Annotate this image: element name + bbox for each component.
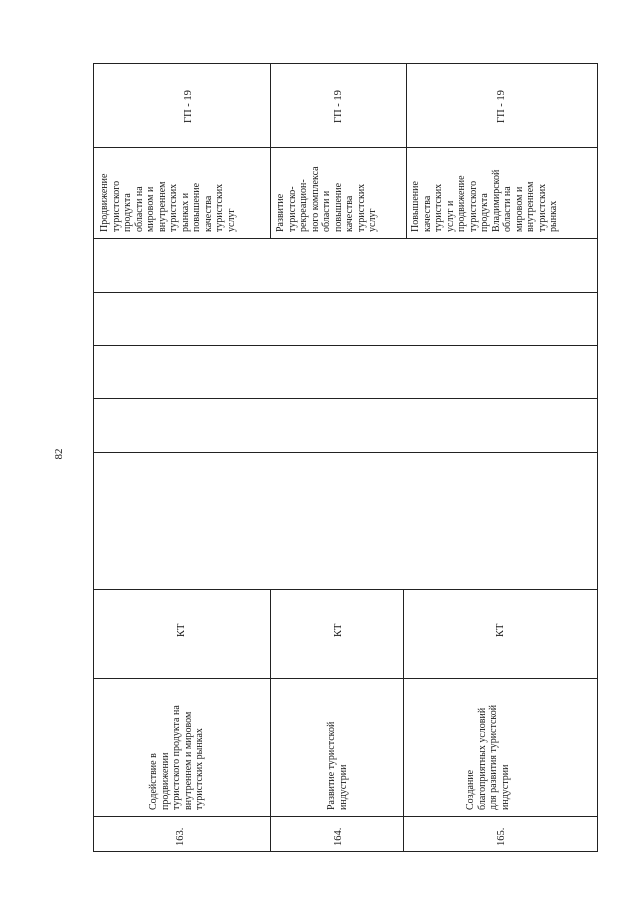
- table-column-divider: [270, 589, 271, 852]
- name-line: Развитие туристской: [326, 721, 337, 810]
- goal-line: ного комплекса: [309, 166, 321, 232]
- goal-line: Продвижение: [99, 173, 110, 232]
- goal-line: мировом и: [513, 186, 525, 232]
- goal-line: рынках: [548, 200, 559, 232]
- table-row-divider: [93, 238, 598, 239]
- table-column-divider: [406, 63, 407, 239]
- row-165-code: ГП - 19: [496, 90, 507, 123]
- row-165-goal: [410, 170, 560, 232]
- name-line: индустрии: [499, 764, 511, 810]
- table-row-divider: [93, 292, 598, 293]
- goal-line: рынках и: [179, 192, 191, 232]
- goal-line: области на: [133, 186, 145, 232]
- row-164-name: [326, 722, 349, 810]
- row-163-type: КТ: [176, 623, 187, 637]
- goal-line: мировом и: [145, 186, 156, 232]
- page-number: 82: [53, 448, 65, 460]
- table-row-divider: [93, 678, 598, 679]
- goal-line: продукта: [479, 193, 490, 232]
- table-row-divider: [93, 147, 598, 148]
- name-line: туристского продукта на: [171, 705, 182, 810]
- goal-line: повышение: [332, 182, 344, 232]
- name-line: индустрии: [337, 764, 349, 810]
- goal-line: рекреацион-: [298, 179, 309, 232]
- goal-line: туристских: [536, 183, 548, 232]
- goal-line: качества: [344, 195, 355, 232]
- goal-line: услуг и: [444, 200, 456, 232]
- goal-line: туристских: [433, 183, 444, 232]
- name-line: для развития туристской: [488, 704, 499, 810]
- goal-line: туристских: [168, 183, 179, 232]
- row-163-goal: [99, 174, 237, 232]
- goal-line: туристско-: [286, 186, 298, 232]
- row-163-name: [148, 705, 206, 810]
- table-border-top: [93, 63, 598, 64]
- row-165-number: 165.: [496, 827, 507, 846]
- goal-line: услуг: [225, 208, 237, 232]
- row-164-number: 164.: [333, 827, 344, 846]
- row-165-name: [465, 705, 511, 810]
- goal-line: качества: [421, 195, 433, 232]
- row-163-code: ГП - 19: [183, 90, 194, 123]
- goal-line: туристских: [355, 183, 367, 232]
- table-border-bottom: [93, 851, 598, 852]
- goal-line: Владимирской: [490, 169, 502, 232]
- name-line: благоприятных условий: [476, 707, 488, 810]
- goal-line: области на: [502, 186, 513, 232]
- goal-line: туристских: [214, 183, 225, 232]
- table-column-divider: [403, 589, 404, 852]
- goal-line: качества: [202, 195, 214, 232]
- row-164-type: КТ: [333, 623, 344, 637]
- goal-line: продвижение: [456, 175, 467, 232]
- name-line: туристских рынках: [194, 728, 205, 810]
- row-165-type: КТ: [495, 623, 506, 637]
- goal-line: Повышение: [410, 181, 421, 232]
- table-row-divider: [93, 345, 598, 346]
- row-163-number: 163.: [175, 827, 186, 846]
- name-line: Содействие в: [148, 753, 159, 810]
- row-164-goal: [275, 166, 379, 232]
- goal-line: продукта: [122, 193, 133, 232]
- goal-line: туристского: [110, 180, 122, 232]
- goal-line: повышение: [191, 182, 202, 232]
- goal-line: услуг: [367, 208, 378, 232]
- table-row-divider: [93, 816, 598, 817]
- goal-line: внутреннем: [525, 181, 536, 232]
- row-164-code: ГП - 19: [333, 90, 344, 123]
- goal-line: туристского: [467, 180, 479, 232]
- table-row-divider: [93, 589, 598, 590]
- name-line: внутреннем и мировом: [182, 711, 194, 810]
- goal-line: внутреннем: [156, 181, 168, 232]
- name-line: продвижении: [159, 752, 171, 810]
- table-column-divider: [270, 63, 271, 239]
- table-row-divider: [93, 452, 598, 453]
- table-border-right: [597, 63, 598, 852]
- table-border-left: [93, 63, 94, 852]
- name-line: Создание: [465, 769, 476, 810]
- goal-line: Развитие: [275, 193, 286, 232]
- table-row-divider: [93, 398, 598, 399]
- goal-line: области и: [321, 190, 332, 232]
